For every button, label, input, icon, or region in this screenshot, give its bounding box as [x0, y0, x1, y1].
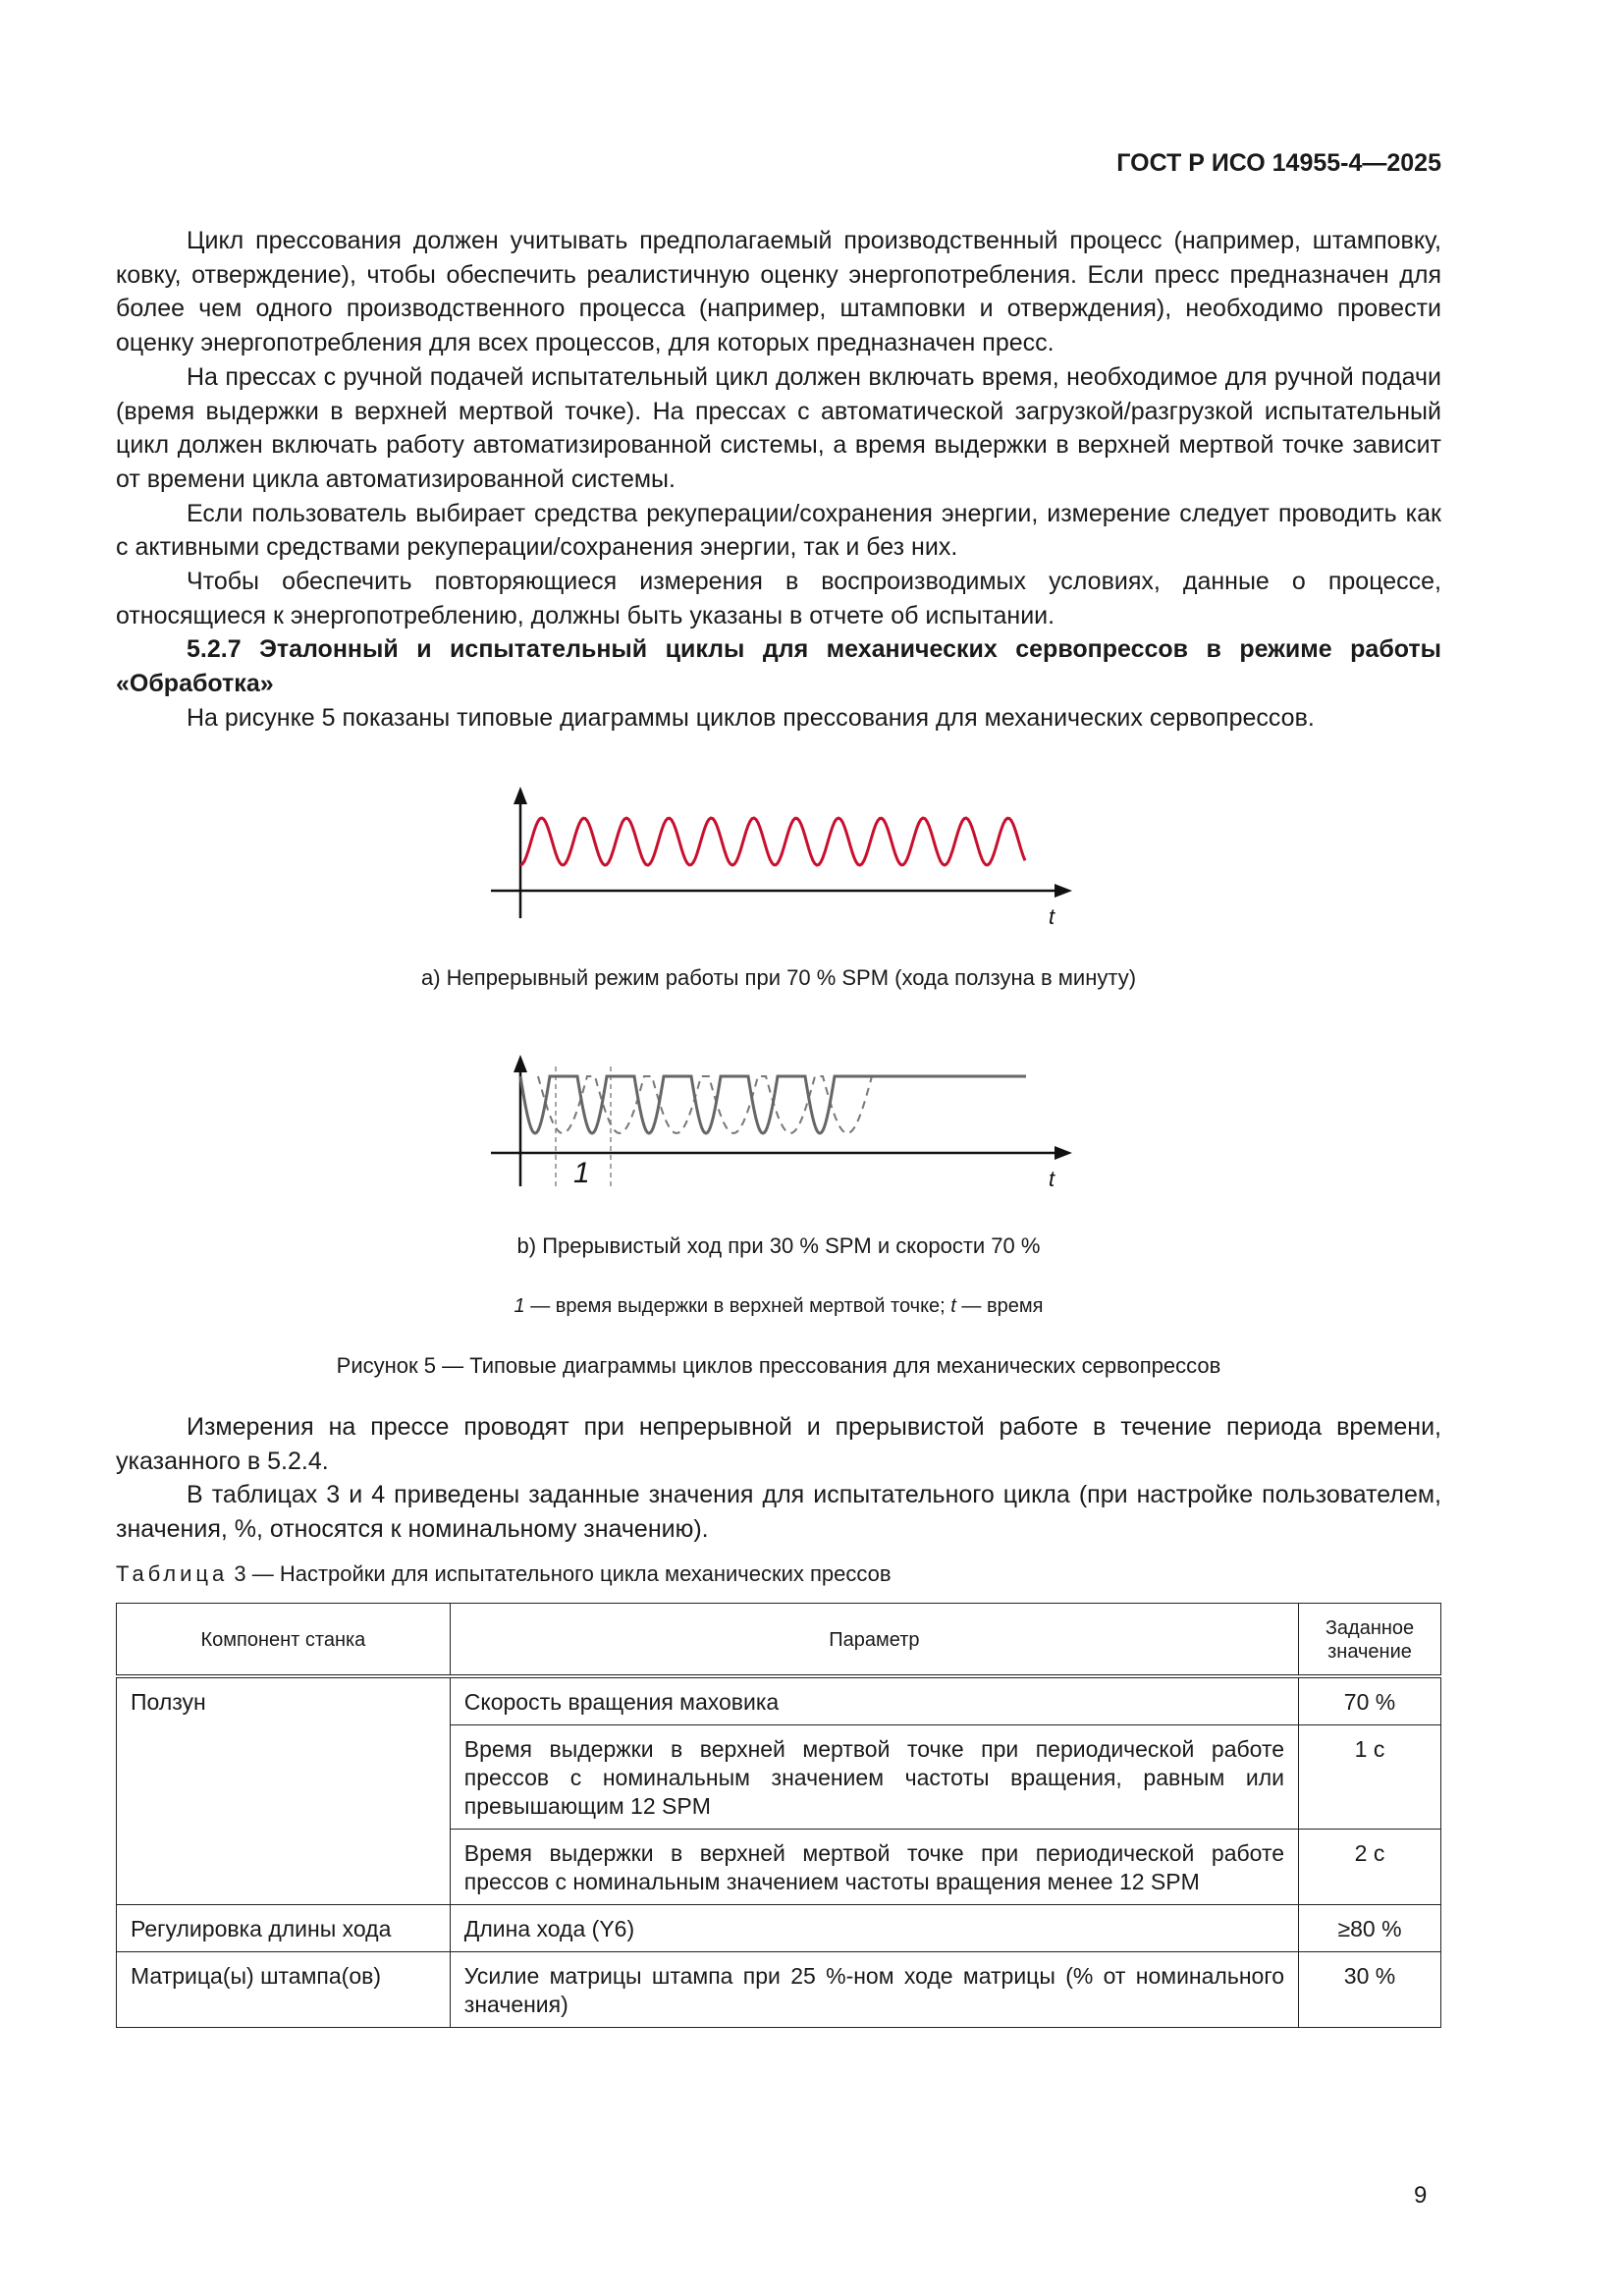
table-row: [117, 1905, 1441, 1952]
page-number: 9: [1414, 2182, 1428, 2209]
body-text-bottom: [116, 1410, 1441, 1547]
paragraph: Если пользователь выбирает средства рекуперации/сохранения энергии, измерение следует проводить как с активными средствами рекуперации/сохранения энергии, так и без них.: [116, 499, 1441, 562]
legend-text: — время выдержки в верхней мертвой точке;: [524, 1295, 951, 1317]
parameter-cell: Длина хода (Y6): [450, 1905, 1298, 1952]
header-cell: Заданное значение: [1299, 1604, 1441, 1677]
component-cell: Матрица(ы) штампа(ов): [117, 1952, 451, 2028]
document-header: ГОСТ Р ИСО 14955-4—2025: [1116, 149, 1441, 177]
paragraph: В таблицах 3 и 4 приведены заданные значения для испытательного цикла (при настройке пользователем, значения, %, относятся к номинальному значению).: [116, 1481, 1441, 1544]
intermittent-operation-curve: [520, 1076, 1026, 1133]
continuous-operation-curve: [520, 818, 1025, 865]
legend-symbol-t: t: [950, 1295, 956, 1317]
component-cell: Ползун: [117, 1676, 451, 1905]
table-header-row: [117, 1604, 1441, 1677]
table-title-text: 3 — Настройки для испытательного цикла механических прессов: [228, 1561, 892, 1586]
legend-symbol-1: 1: [514, 1295, 525, 1317]
figure-b-intermittent-chart: [471, 1049, 1100, 1206]
value-cell: ≥80 %: [1299, 1905, 1441, 1952]
x-axis-label: t: [1049, 1167, 1055, 1191]
figure-caption-a: a) Непрерывный режим работы при 70 % SPM (хода ползуна в минуту): [420, 965, 1137, 990]
x-axis-arrow: [1055, 884, 1072, 898]
table-title: [116, 1561, 892, 1587]
table-title-word: Таблица: [116, 1561, 229, 1586]
parameter-cell: Время выдержки в верхней мертвой точке при периодической работе прессов с номинальным значением частоты вращения, равным или превышающим 12 SPM: [450, 1725, 1298, 1830]
parameter-cell: Усилие матрицы штампа при 25 %-ном ходе матрицы (% от номинального значения): [450, 1952, 1298, 2028]
table-row: [117, 1952, 1441, 2028]
value-cell: 2 с: [1299, 1830, 1441, 1905]
header-cell: Параметр: [450, 1604, 1298, 1677]
value-cell: 30 %: [1299, 1952, 1441, 2028]
section-heading: 5.2.7 Эталонный и испытательный циклы для механических сервопрессов в режиме работы «Обработка»: [116, 635, 1441, 698]
figure-caption-b: b) Прерывистый ход при 30 % SPM и скорости 70 %: [516, 1233, 1041, 1258]
value-cell: 70 %: [1299, 1676, 1441, 1725]
x-axis-label: t: [1049, 904, 1055, 929]
figure-legend: [116, 1295, 1441, 1318]
paragraph: Чтобы обеспечить повторяющиеся измерения в воспроизводимых условиях, данные о процессе, относящиеся к энергопотреблению, должны быть указаны в отчете об испытании.: [116, 568, 1441, 629]
y-axis-arrow: [514, 1055, 527, 1072]
x-axis-arrow: [1055, 1146, 1072, 1160]
parameter-cell: Скорость вращения маховика: [450, 1676, 1298, 1725]
value-cell: 1 с: [1299, 1725, 1441, 1830]
y-axis-arrow: [514, 787, 527, 804]
figure-title: Рисунок 5 — Типовые диаграммы циклов прессования для механических сервопрессов: [336, 1353, 1221, 1378]
paragraph: Цикл прессования должен учитывать предполагаемый производственный процесс (например, штамповку, ковку, отверждение), чтобы обеспечить реалистичную оценку энергопотребления. Если пресс предназначен для более чем одного производственного процесса (например, штамповки и отверждения), необходимо провести оценку энергопотребления для всех процессов, для которых предназначен пресс.: [116, 227, 1441, 357]
paragraph: Измерения на прессе проводят при непрерывной и прерывистой работе в течение периода времени, указанного в 5.2.4.: [116, 1413, 1441, 1475]
section-intro: На рисунке 5 показаны типовые диаграммы циклов прессования для механических сервопрессов.: [187, 703, 1315, 732]
body-text-top: [116, 224, 1441, 736]
header-cell: Компонент станка: [117, 1604, 451, 1677]
legend-text: — время: [955, 1295, 1044, 1317]
figure-a-continuous-chart: [471, 781, 1100, 938]
component-cell: Регулировка длины хода: [117, 1905, 451, 1952]
paragraph: На прессах с ручной подачей испытательный цикл должен включать время, необходимое для ручной подачи (время выдержки в верхней мертвой точке). На прессах с автоматической загрузкой/разгрузкой испытательный цикл должен включать работу автоматизированной системы, а время выдержки в верхней мертвой точке зависит от времени цикла автоматизированной системы.: [116, 362, 1441, 493]
table-row: [117, 1676, 1441, 1725]
dwell-time-label: 1: [573, 1157, 590, 1189]
parameter-cell: Время выдержки в верхней мертвой точке при периодической работе прессов с номинальным значением частоты вращения менее 12 SPM: [450, 1830, 1298, 1905]
table-3: [116, 1603, 1441, 2028]
